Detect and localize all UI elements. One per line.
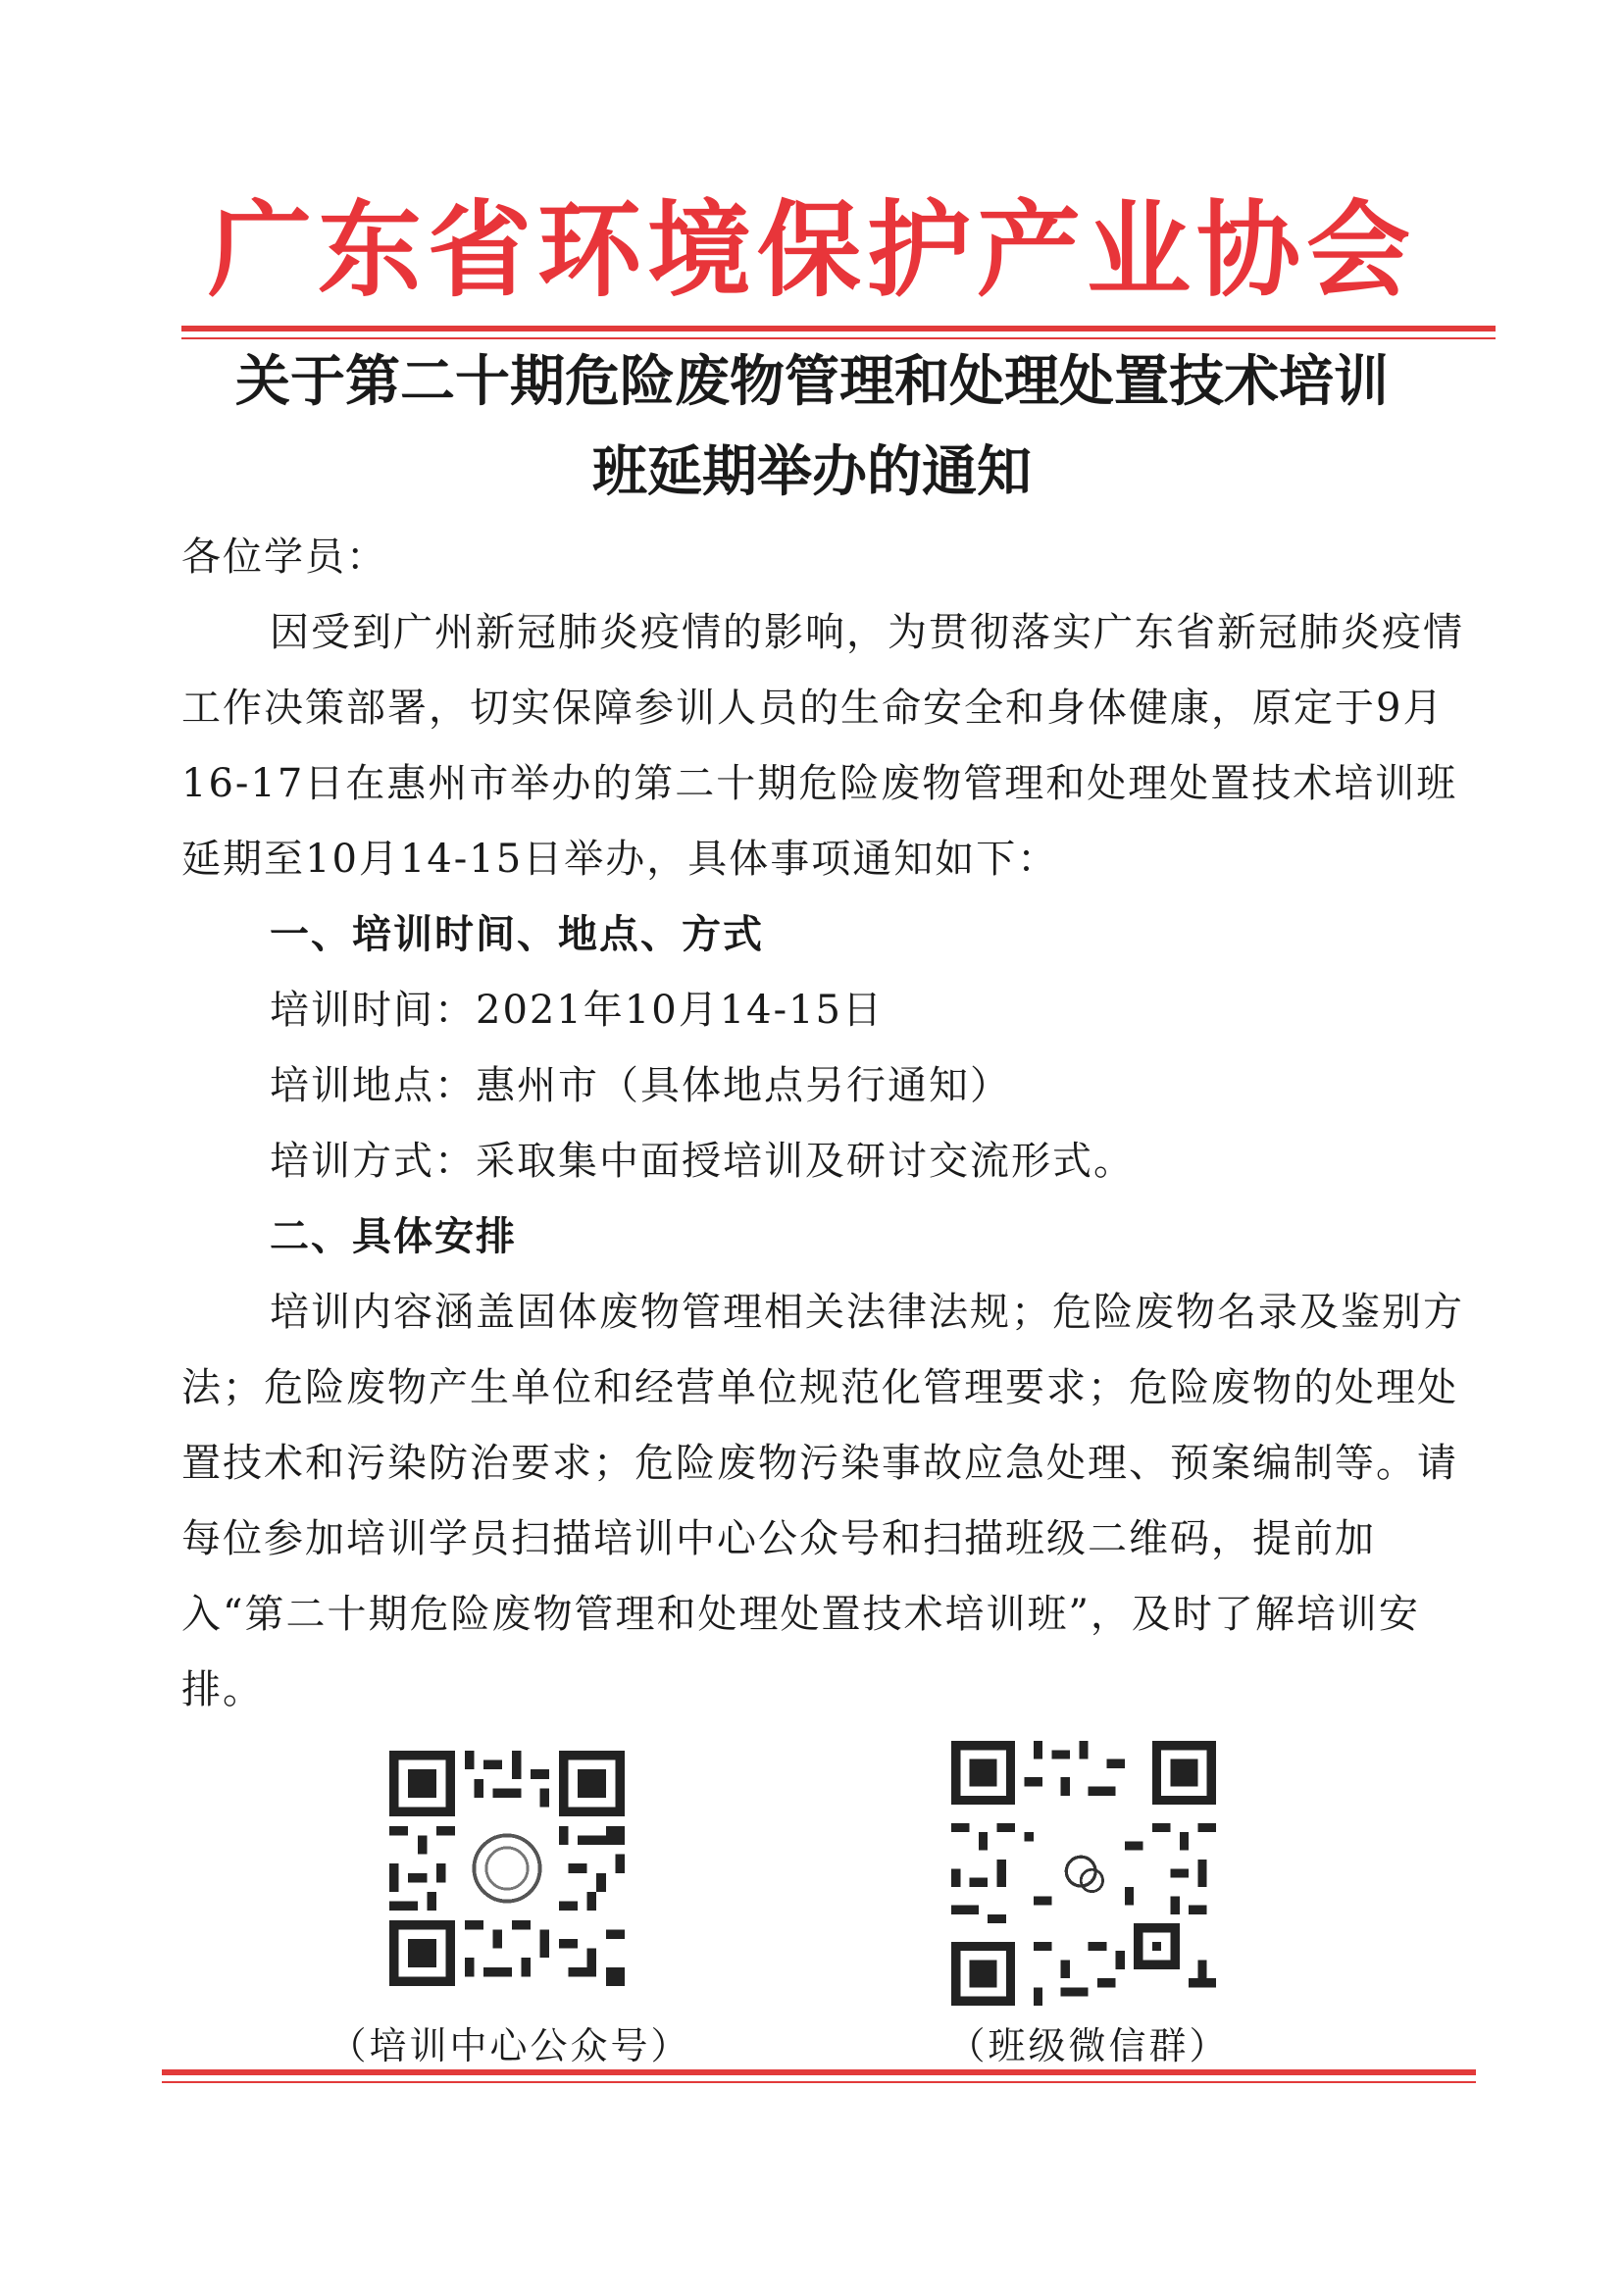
footer-rule-thick [162,2069,1476,2075]
organization-name: 广东省环境保护产业协会 [208,188,1416,311]
training-method: 培训方式：采取集中面授培训及研讨交流形式。 [270,1139,1135,1184]
training-place: 培训地点：惠州市（具体地点另行通知） [270,1063,1011,1108]
notice-title-line2: 班延期举办的通知 [592,440,1032,504]
salutation: 各位学员： [181,535,387,580]
section1-heading: 一、培训时间、地点、方式 [270,912,764,957]
arrangement-paragraph: 培训内容涵盖固体废物管理相关法律法规；危险废物名录及鉴别方法；危险废物产生单位和经营单位规范化管理要求；危险废物的处理处置技术和污染防治要求；危险废物污染事故应急处理、预案编制等。请每位参加培训学员扫描培训中心公众号和扫描班级二维码，提前加入“第二十期危险废物管理和处理处置技术培训班”，及时了解培训安排。 [181,1290,1464,1712]
qr-code-icon [389,1751,625,1986]
section2-heading: 二、具体安排 [270,1214,517,1259]
intro-paragraph: 因受到广州新冠肺炎疫情的影响，为贯彻落实广东省新冠肺炎疫情工作决策部署，切实保障参训人员的生命安全和身体健康，原定于9月16-17日在惠州市举办的第二十期危险废物管理和处理处置技术培训班延期至10月14-15日举办，具体事项通知如下： [181,610,1464,882]
qr-caption-class-group: （班级微信群） [947,2024,1230,2067]
footer-rule-thin [162,2081,1476,2083]
qr-code-icon [951,1741,1216,2006]
header-rule-thick [181,326,1496,331]
notice-body [181,520,1466,1728]
qr-caption-official-account: （培训中心公众号） [329,2024,691,2067]
notice-title-line1: 关于第二十期危险废物管理和处理处置技术培训 [235,350,1389,414]
training-time: 培训时间：2021年10月14-15日 [270,988,885,1033]
